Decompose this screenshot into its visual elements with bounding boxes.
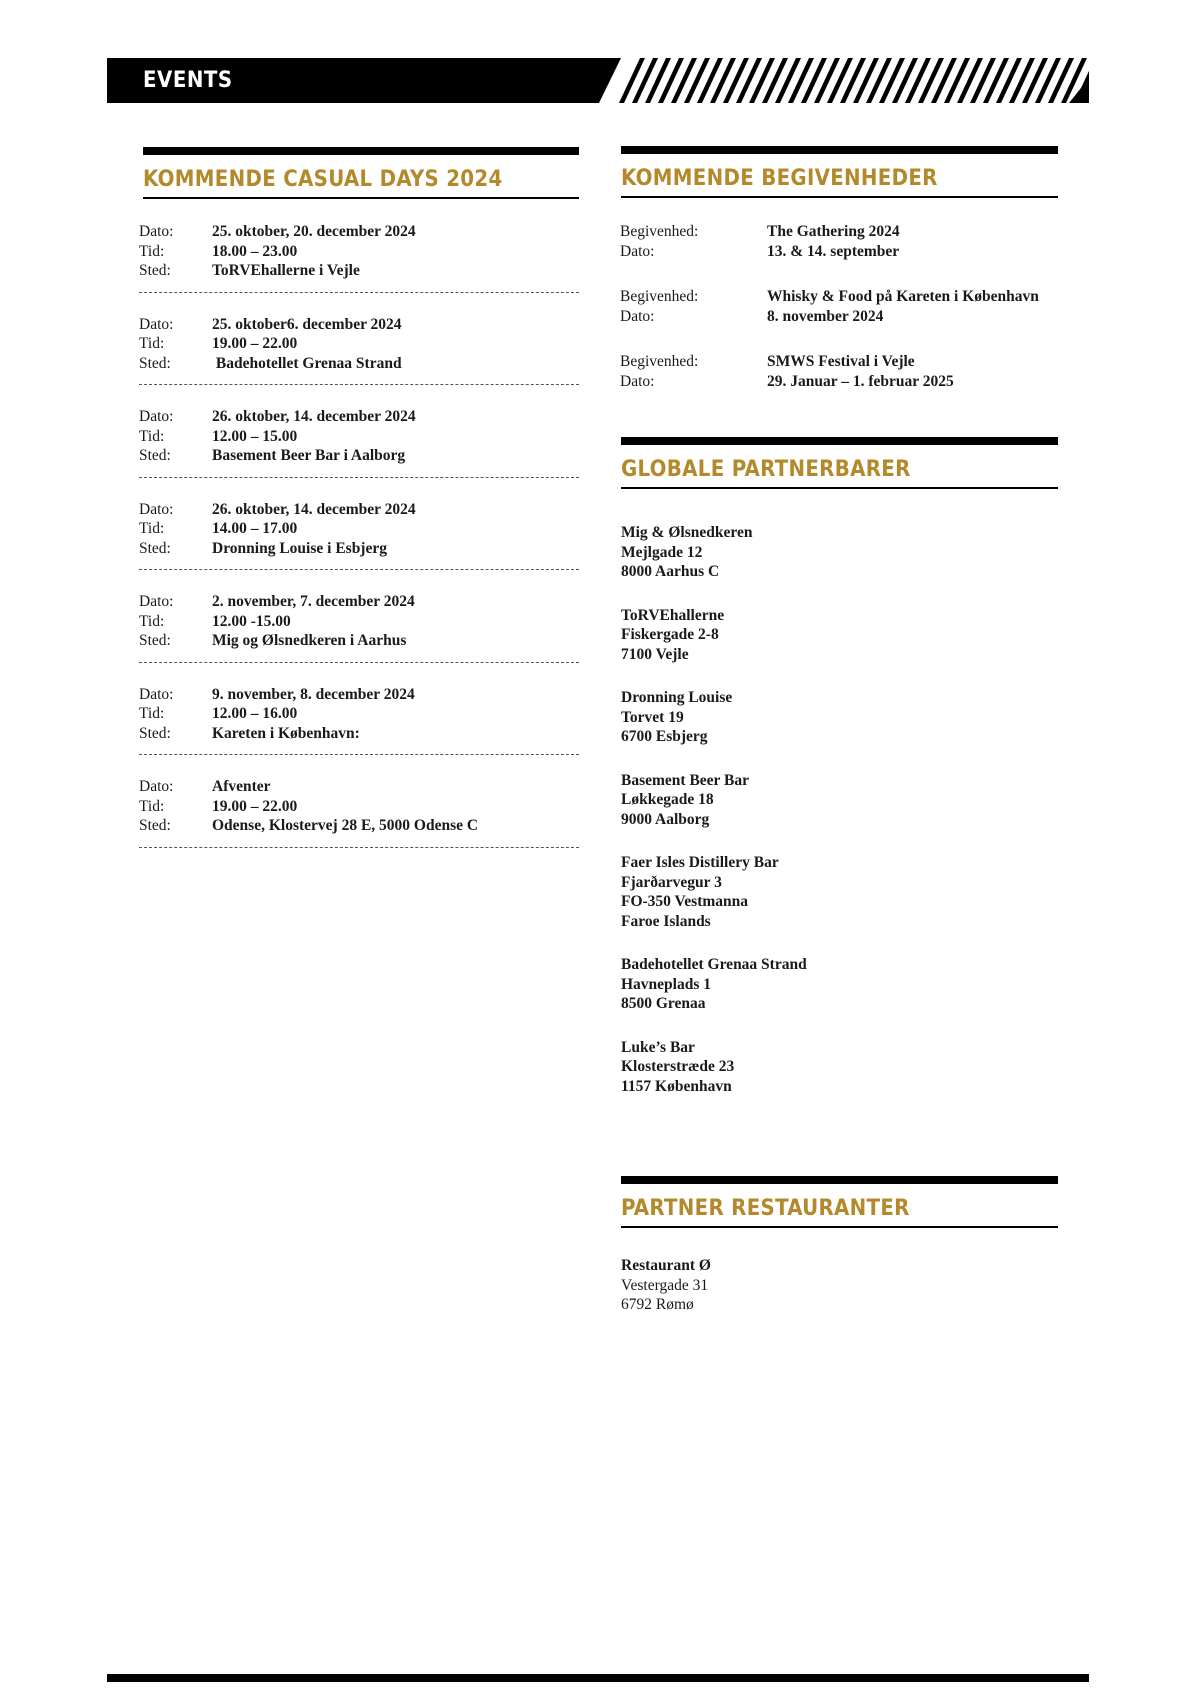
upcoming-events-list xyxy=(620,222,1080,417)
casual-day-tid-row xyxy=(139,519,579,539)
casual-day-sted-label: Sted: xyxy=(139,262,171,279)
casual-day-tid-row xyxy=(139,704,579,724)
casual-day-sted-row xyxy=(139,446,579,466)
partner-bar-line: 7100 Vejle xyxy=(621,645,689,663)
casual-day-entry xyxy=(139,777,579,848)
upcoming-event-event-label: Begivenhed: xyxy=(620,223,699,240)
dashed-separator xyxy=(139,384,579,385)
restaurant-entry xyxy=(621,1256,711,1315)
partner-bar-entry xyxy=(621,1038,1081,1097)
casual-day-sted-value: Mig og Ølsnedkeren i Aarhus xyxy=(212,632,407,649)
upcoming-event-event-row xyxy=(620,287,1080,307)
casual-days-title: KOMMENDE CASUAL DAYS 2024 xyxy=(143,167,503,192)
partner-bar-entry xyxy=(621,771,1081,830)
upcoming-event-dato-value: 13. & 14. september xyxy=(767,242,900,260)
upcoming-events-header xyxy=(621,146,1058,198)
casual-day-tid-row xyxy=(139,427,579,447)
partner-bar-line: Havneplads 1 xyxy=(621,975,712,993)
casual-day-sted-label: Sted: xyxy=(139,539,171,557)
upcoming-event-dato-value: 29. Januar – 1. februar 2025 xyxy=(767,372,954,390)
dashed-separator xyxy=(139,477,579,478)
dashed-separator xyxy=(139,292,579,293)
casual-day-entry xyxy=(139,592,579,663)
header-thick-rule xyxy=(143,147,579,155)
upcoming-event-entry xyxy=(620,222,1080,261)
casual-day-entry xyxy=(139,222,579,293)
casual-day-tid-row xyxy=(139,797,579,817)
partner-bar-line: Badehotellet Grenaa Strand xyxy=(621,956,807,973)
casual-day-dato-label: Dato: xyxy=(139,593,174,610)
casual-day-tid-value: 18.00 – 23.00 xyxy=(212,242,298,260)
upcoming-event-dato-label: Dato: xyxy=(620,242,655,260)
diagonal-stripes-decoration xyxy=(599,58,1089,103)
casual-day-dato-row xyxy=(139,407,579,427)
casual-day-dato-label: Dato: xyxy=(139,500,174,518)
casual-day-tid-label: Tid: xyxy=(139,427,165,445)
header-thick-rule xyxy=(621,1176,1058,1184)
upcoming-event-dato-row xyxy=(620,307,1080,327)
partner-bar-entry xyxy=(621,955,1081,1014)
casual-day-tid-row xyxy=(139,612,579,632)
casual-day-tid-value: 12.00 -15.00 xyxy=(212,612,291,630)
dashed-separator xyxy=(139,754,579,755)
casual-day-dato-label: Dato: xyxy=(139,408,174,425)
partner-bar-line: Fiskergade 2-8 xyxy=(621,626,719,643)
casual-day-entry xyxy=(139,407,579,478)
upcoming-event-dato-value: 8. november 2024 xyxy=(767,307,884,325)
upcoming-event-event-value: The Gathering 2024 xyxy=(767,223,900,240)
partner-bar-line: 8500 Grenaa xyxy=(621,995,706,1012)
upcoming-event-dato-label: Dato: xyxy=(620,372,655,390)
casual-day-dato-row xyxy=(139,685,579,705)
partner-bar-line: 1157 København xyxy=(621,1077,732,1095)
upcoming-event-dato-label: Dato: xyxy=(620,307,655,325)
casual-day-dato-label: Dato: xyxy=(139,685,174,703)
casual-days-header xyxy=(143,147,579,199)
casual-day-sted-label: Sted: xyxy=(139,817,171,834)
upcoming-event-event-label: Begivenhed: xyxy=(620,288,699,305)
partner-bar-entry xyxy=(621,523,1081,582)
casual-day-sted-row xyxy=(139,724,579,744)
header-thin-rule xyxy=(621,196,1058,198)
upcoming-event-event-value: SMWS Festival i Vejle xyxy=(767,353,915,370)
page-footer-rule xyxy=(107,1674,1089,1682)
page-header-bar xyxy=(107,58,1089,103)
restaurant-name: Restaurant Ø xyxy=(621,1257,711,1274)
casual-day-dato-label: Dato: xyxy=(139,315,174,333)
partner-bar-entry xyxy=(621,853,1081,931)
restaurant-street: Vestergade 31 xyxy=(621,1276,709,1294)
header-thick-rule xyxy=(621,146,1058,154)
upcoming-event-dato-row xyxy=(620,242,1080,262)
casual-day-tid-label: Tid: xyxy=(139,612,165,630)
partner-restaurants-title: PARTNER RESTAURANTER xyxy=(621,1196,910,1221)
casual-day-dato-value: 25. oktober6. december 2024 xyxy=(212,315,402,333)
casual-day-dato-value: 26. oktober, 14. december 2024 xyxy=(212,408,416,425)
partner-bar-line: Luke’s Bar xyxy=(621,1038,695,1056)
partner-bars-header xyxy=(621,437,1058,489)
casual-day-tid-row xyxy=(139,334,579,354)
partner-bar-line: Fjarðarvegur 3 xyxy=(621,873,722,891)
partner-restaurants-header xyxy=(621,1176,1058,1228)
casual-day-sted-value: Odense, Klostervej 28 E, 5000 Odense C xyxy=(212,817,479,834)
page-title: EVENTS xyxy=(143,68,233,93)
casual-day-sted-value: Dronning Louise i Esbjerg xyxy=(212,539,387,557)
casual-day-entry xyxy=(139,315,579,386)
header-thin-rule xyxy=(143,197,579,199)
partner-bar-line: 6700 Esbjerg xyxy=(621,728,708,745)
casual-day-entry xyxy=(139,500,579,571)
casual-day-sted-value: Badehotellet Grenaa Strand xyxy=(212,354,402,372)
partner-bar-line: Torvet 19 xyxy=(621,708,684,726)
casual-day-sted-row xyxy=(139,631,579,651)
header-thin-rule xyxy=(621,1226,1058,1228)
casual-day-tid-label: Tid: xyxy=(139,242,165,260)
upcoming-event-event-row xyxy=(620,222,1080,242)
casual-day-sted-row xyxy=(139,261,579,281)
casual-day-tid-value: 19.00 – 22.00 xyxy=(212,797,298,815)
partner-bar-line: Faer Isles Distillery Bar xyxy=(621,854,779,871)
casual-day-dato-row xyxy=(139,777,579,797)
dashed-separator xyxy=(139,569,579,570)
casual-day-dato-label: Dato: xyxy=(139,223,174,240)
casual-day-sted-value: ToRVEhallerne i Vejle xyxy=(212,262,360,279)
upcoming-event-dato-row xyxy=(620,372,1080,392)
casual-day-sted-value: Kareten i København: xyxy=(212,724,360,742)
partner-bar-line: Løkkegade 18 xyxy=(621,791,714,808)
casual-day-dato-value: Afventer xyxy=(212,778,271,795)
casual-day-tid-label: Tid: xyxy=(139,335,165,352)
casual-day-tid-label: Tid: xyxy=(139,705,165,722)
header-thin-rule xyxy=(621,487,1058,489)
casual-days-list xyxy=(139,222,579,870)
casual-day-dato-label: Dato: xyxy=(139,778,174,795)
casual-day-dato-row xyxy=(139,500,579,520)
partner-bar-line: ToRVEhallerne xyxy=(621,606,725,624)
upcoming-event-event-value: Whisky & Food på Kareten i København xyxy=(767,288,1039,305)
restaurant-city: 6792 Rømø xyxy=(621,1296,694,1313)
casual-day-tid-row xyxy=(139,242,579,262)
casual-day-dato-row xyxy=(139,315,579,335)
upcoming-event-event-row xyxy=(620,352,1080,372)
casual-day-sted-label: Sted: xyxy=(139,724,171,742)
casual-day-dato-row xyxy=(139,222,579,242)
partner-bar-line: 8000 Aarhus C xyxy=(621,563,720,580)
casual-day-tid-label: Tid: xyxy=(139,520,165,537)
casual-day-tid-label: Tid: xyxy=(139,797,165,815)
casual-day-sted-row xyxy=(139,354,579,374)
casual-day-sted-row xyxy=(139,539,579,559)
casual-day-tid-value: 14.00 – 17.00 xyxy=(212,520,298,537)
casual-day-dato-row xyxy=(139,592,579,612)
dashed-separator xyxy=(139,847,579,848)
casual-day-dato-value: 25. oktober, 20. december 2024 xyxy=(212,223,416,240)
partner-bar-line: Faroe Islands xyxy=(621,912,711,930)
casual-day-dato-value: 2. november, 7. december 2024 xyxy=(212,593,415,610)
dashed-separator xyxy=(139,662,579,663)
casual-day-dato-value: 9. november, 8. december 2024 xyxy=(212,685,415,703)
upcoming-event-entry xyxy=(620,352,1080,391)
casual-day-sted-label: Sted: xyxy=(139,354,171,372)
casual-day-sted-value: Basement Beer Bar i Aalborg xyxy=(212,447,406,464)
partner-bar-entry xyxy=(621,688,1081,747)
casual-day-tid-value: 19.00 – 22.00 xyxy=(212,335,298,352)
casual-day-sted-row xyxy=(139,816,579,836)
upcoming-events-title: KOMMENDE BEGIVENHEDER xyxy=(621,166,938,191)
partner-bars-title: GLOBALE PARTNERBARER xyxy=(621,457,911,482)
casual-day-tid-value: 12.00 – 16.00 xyxy=(212,705,298,722)
casual-day-dato-value: 26. oktober, 14. december 2024 xyxy=(212,500,416,518)
header-thick-rule xyxy=(621,437,1058,445)
casual-day-tid-value: 12.00 – 15.00 xyxy=(212,427,298,445)
partner-bars-list xyxy=(621,523,1081,1120)
partner-bar-line: Dronning Louise xyxy=(621,689,733,706)
casual-day-sted-label: Sted: xyxy=(139,447,171,464)
partner-bar-line: FO-350 Vestmanna xyxy=(621,893,749,910)
upcoming-event-entry xyxy=(620,287,1080,326)
partner-bar-line: Klosterstræde 23 xyxy=(621,1058,735,1075)
partner-bar-line: Mejlgade 12 xyxy=(621,543,703,561)
casual-day-entry xyxy=(139,685,579,756)
upcoming-event-event-label: Begivenhed: xyxy=(620,353,699,370)
casual-day-sted-label: Sted: xyxy=(139,632,171,649)
partner-bar-line: Mig & Ølsnedkeren xyxy=(621,524,753,541)
partner-bar-line: Basement Beer Bar xyxy=(621,771,749,789)
partner-bar-entry xyxy=(621,606,1081,665)
partner-bar-line: 9000 Aalborg xyxy=(621,810,710,828)
